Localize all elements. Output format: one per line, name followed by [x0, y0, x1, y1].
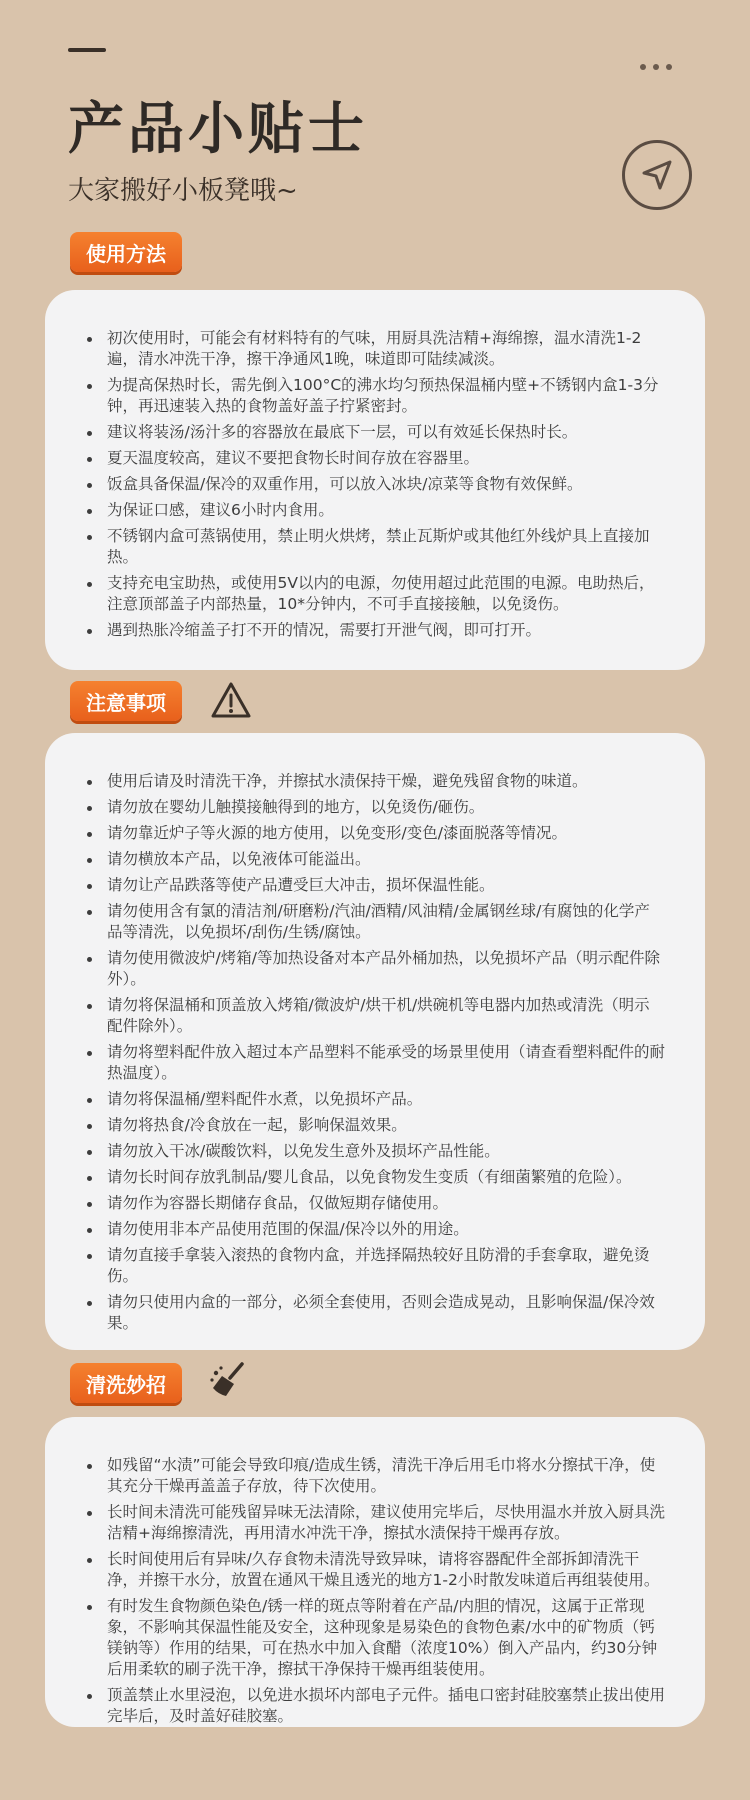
tag-notice [70, 681, 182, 721]
page-title: 产品小贴士 [68, 97, 368, 162]
send-button[interactable] [622, 140, 692, 210]
list-item: 长时间未清洗可能残留异味无法清除，建议使用完毕后，尽快用温水并放入厨具洗洁精+海绵擦清洗，再用清水冲洗干净，擦拭水渍保持干燥再存放。 [87, 1502, 665, 1544]
list-item: 请勿放入干冰/碳酸饮料，以免发生意外及损坏产品性能。 [87, 1141, 665, 1162]
list-item: 请勿直接手拿装入滚热的食物内盒，并选择隔热较好且防滑的手套拿取，避免烫伤。 [87, 1245, 665, 1287]
list-notice [87, 771, 665, 1334]
list-item: 请勿靠近炉子等火源的地方使用，以免变形/变色/漆面脱落等情况。 [87, 823, 665, 844]
list-item: 饭盒具备保温/保冷的双重作用，可以放入冰块/凉菜等食物有效保鲜。 [87, 474, 665, 495]
card-notice [45, 733, 705, 1350]
list-item: 为提高保热时长，需先倒入100°C的沸水均匀预热保温桶内壁+不锈钢内盒1-3分钟，再迅速装入热的食物盖好盖子拧紧密封。 [87, 375, 665, 417]
warning-icon [210, 680, 252, 720]
tag-label: 注意事项 [86, 690, 166, 715]
list-item: 请勿作为容器长期储存食品，仅做短期存储使用。 [87, 1193, 665, 1214]
card-cleaning [45, 1417, 705, 1727]
tag-label: 使用方法 [86, 241, 166, 266]
list-item: 长时间使用后有异味/久存食物未清洗导致异味，请将容器配件全部拆卸清洗干净，并擦干水分，放置在通风干燥且透光的地方1-2小时散发味道后再组装使用。 [87, 1549, 665, 1591]
list-item: 遇到热胀冷缩盖子打不开的情况，需要打开泄气阀，即可打开。 [87, 620, 665, 641]
list-item: 请勿将保温桶和顶盖放入烤箱/微波炉/烘干机/烘碗机等电器内加热或清洗（明示配件除外）。 [87, 995, 665, 1037]
list-item: 请勿长时间存放乳制品/婴儿食品，以免食物发生变质（有细菌繁殖的危险）。 [87, 1167, 665, 1188]
list-item: 支持充电宝助热，或使用5V以内的电源，勿使用超过此范围的电源。电助热后，注意顶部盖子内部热量，10*分钟内，不可手直接接触，以免烫伤。 [87, 573, 665, 615]
tag-label: 清洗妙招 [86, 1372, 166, 1397]
card-usage [45, 290, 705, 670]
list-item: 不锈钢内盒可蒸锅使用，禁止明火烘烤，禁止瓦斯炉或其他红外线炉具上直接加热。 [87, 526, 665, 568]
list-item: 如残留“水渍”可能会导致印痕/造成生锈，清洗干净后用毛巾将水分擦拭干净，使其充分干燥再盖盖子存放，待下次使用。 [87, 1455, 665, 1497]
list-item: 请勿将热食/冷食放在一起，影响保温效果。 [87, 1115, 665, 1136]
more-dots-icon[interactable] [640, 64, 672, 70]
top-dash [68, 48, 106, 52]
list-cleaning [87, 1455, 665, 1727]
send-icon [640, 158, 674, 192]
page-subtitle: 大家搬好小板凳哦~ [68, 176, 298, 206]
list-item: 请勿使用非本产品使用范围的保温/保冷以外的用途。 [87, 1219, 665, 1240]
list-item: 初次使用时，可能会有材料特有的气味，用厨具洗洁精+海绵擦，温水清洗1-2遍，清水冲洗干净，擦干净通风1晚，味道即可陆续减淡。 [87, 328, 665, 370]
tag-usage [70, 232, 182, 272]
list-item: 请勿将保温桶/塑料配件水煮，以免损坏产品。 [87, 1089, 665, 1110]
list-usage [87, 328, 665, 641]
list-item: 请勿放在婴幼儿触摸接触得到的地方，以免烫伤/砸伤。 [87, 797, 665, 818]
list-item: 请勿让产品跌落等使产品遭受巨大冲击，损坏保温性能。 [87, 875, 665, 896]
list-item: 请勿使用含有氯的清洁剂/研磨粉/汽油/酒精/风油精/金属钢丝球/有腐蚀的化学产品等清洗，以免损坏/刮伤/生锈/腐蚀。 [87, 901, 665, 943]
list-item: 请勿只使用内盒的一部分，必须全套使用，否则会造成晃动，且影响保温/保冷效果。 [87, 1292, 665, 1334]
list-item: 为保证口感，建议6小时内食用。 [87, 500, 665, 521]
list-item: 顶盖禁止水里浸泡，以免进水损坏内部电子元件。插电口密封硅胶塞禁止拔出使用完毕后，及时盖好硅胶塞。 [87, 1685, 665, 1727]
list-item: 请勿使用微波炉/烤箱/等加热设备对本产品外桶加热，以免损坏产品（明示配件除外）。 [87, 948, 665, 990]
list-item: 使用后请及时清洗干净，并擦拭水渍保持干燥，避免残留食物的味道。 [87, 771, 665, 792]
list-item: 有时发生食物颜色染色/锈一样的斑点等附着在产品/内胆的情况，这属于正常现象，不影响其保温性能及安全，这种现象是易染色的食物色素/水中的矿物质（钙镁钠等）作用的结果，可在热水中加入食醋（浓度10%）倒入产品内，约30分钟后用柔软的刷子洗干净，擦拭干净保持干燥再组装使用。 [87, 1596, 665, 1680]
broom-icon [208, 1360, 250, 1402]
list-item: 建议将装汤/汤汁多的容器放在最底下一层，可以有效延长保热时长。 [87, 422, 665, 443]
list-item: 请勿将塑料配件放入超过本产品塑料不能承受的场景里使用（请查看塑料配件的耐热温度）。 [87, 1042, 665, 1084]
list-item: 夏天温度较高，建议不要把食物长时间存放在容器里。 [87, 448, 665, 469]
list-item: 请勿横放本产品，以免液体可能溢出。 [87, 849, 665, 870]
tag-cleaning [70, 1363, 182, 1403]
